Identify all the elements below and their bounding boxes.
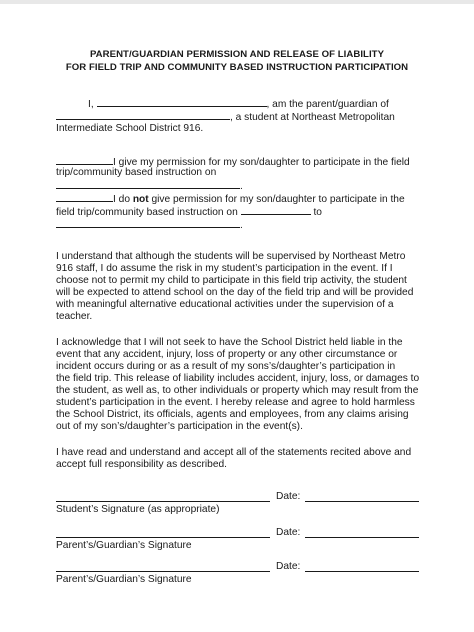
intro-parent-of: , am the parent/guardian of xyxy=(266,99,389,110)
parent-date-field-1[interactable] xyxy=(305,537,419,538)
understand-line: will be expected to attend school on the day of the field trip and will be provided xyxy=(56,287,414,298)
permission-not-prefix: I do xyxy=(113,194,133,205)
student-date-label: Date: xyxy=(276,491,301,502)
permission-not-text-2: field trip/community based instruction on xyxy=(56,207,238,218)
parent-signature-field-1[interactable] xyxy=(56,537,270,538)
accept-line: accept full responsibility as described. xyxy=(56,459,228,470)
acknowledge-line: event that any accident, injury, loss of property or any other circumstance or xyxy=(56,349,398,360)
intro-line-3: Intermediate School District 916. xyxy=(56,123,204,134)
understand-line: with meaningful alternative educational activities under the supervision of a xyxy=(56,299,394,310)
accept-line: I have read and understand and accept all of the statements recited above and xyxy=(56,447,412,458)
permission-not-date-from-field[interactable] xyxy=(241,205,311,215)
student-name-field[interactable] xyxy=(56,110,230,120)
parent-signature-row-1 xyxy=(56,527,436,539)
permission-give-line-2 xyxy=(56,167,216,179)
student-date-field[interactable] xyxy=(305,501,419,502)
top-border xyxy=(0,0,474,4)
form-title-line-2: FOR FIELD TRIP AND COMMUNITY BASED INSTRUCTION PARTICIPATION xyxy=(65,62,409,73)
parent-signature-row-2 xyxy=(56,561,436,573)
intro-prefix: I, xyxy=(88,99,94,110)
parent-date-field-2[interactable] xyxy=(305,571,419,572)
permission-not-initials-field[interactable] xyxy=(56,192,113,202)
permission-not-line-2 xyxy=(56,205,322,219)
acknowledge-line: out of my son’s/daughter’s participation in the event(s). xyxy=(56,421,303,432)
understand-line: teacher. xyxy=(56,311,93,322)
understand-line: 916 staff, I do assume the risk in my student’s participation in the event. If I xyxy=(56,263,393,274)
understand-line: choose not to permit my child to participate in this field trip activity, the student xyxy=(56,275,407,286)
permission-not-period: . xyxy=(240,220,243,231)
acknowledge-line: the School District, its officials, agents and employees, from any claims arising xyxy=(56,409,409,420)
form-title-line-1: PARENT/GUARDIAN PERMISSION AND RELEASE OF LIABILITY xyxy=(89,49,385,60)
acknowledge-line: the student, as well as, to other individuals or property which may result from the xyxy=(56,385,419,396)
permission-not-word: not xyxy=(132,194,149,205)
acknowledge-line: I acknowledge that I will not seek to have the School District held liable in the xyxy=(56,337,403,348)
parent-signature-caption-1: Parent’s/Guardian’s Signature xyxy=(56,540,192,551)
permission-give-text: I give my permission for my son/daughter to participate in the field xyxy=(113,157,410,168)
intro-student-at: , a student at Northeast Metropolitan xyxy=(230,112,395,123)
parent-signature-caption-2: Parent’s/Guardian’s Signature xyxy=(56,574,192,585)
parent-date-label-2: Date: xyxy=(276,561,301,572)
permission-give-period: . xyxy=(240,181,243,192)
permission-not-line-1 xyxy=(56,192,405,206)
permission-not-suffix: give permission for my son/daughter to participate in the xyxy=(148,194,405,205)
intro-line-1 xyxy=(88,97,389,111)
permission-give-line-3 xyxy=(56,179,243,193)
acknowledge-line: incident occurs during or as a result of my sons’s/daughter’s participation in xyxy=(56,361,396,372)
acknowledge-line: student’s participation in the event. I hereby release and agree to hold harmless xyxy=(56,397,415,408)
permission-not-date-to-field[interactable] xyxy=(56,218,240,228)
permission-give-text-2: trip/community based instruction on xyxy=(56,167,217,178)
student-signature-row xyxy=(56,491,436,503)
acknowledge-line: the field trip. This release of liability includes accident, injury, loss, or damages to xyxy=(56,373,420,384)
permission-give-initials-field[interactable] xyxy=(56,155,113,165)
parent-signature-field-2[interactable] xyxy=(56,571,270,572)
permission-give-date-field[interactable] xyxy=(56,179,240,189)
student-signature-caption: Student’s Signature (as appropriate) xyxy=(56,504,220,515)
permission-not-line-3 xyxy=(56,218,243,232)
understand-line: I understand that although the students will be supervised by Northeast Metro xyxy=(56,251,406,262)
parent-name-field[interactable] xyxy=(97,97,267,107)
permission-not-to: to xyxy=(313,207,322,218)
intro-line-2 xyxy=(56,110,395,124)
student-signature-field[interactable] xyxy=(56,501,270,502)
parent-date-label-1: Date: xyxy=(276,527,301,538)
